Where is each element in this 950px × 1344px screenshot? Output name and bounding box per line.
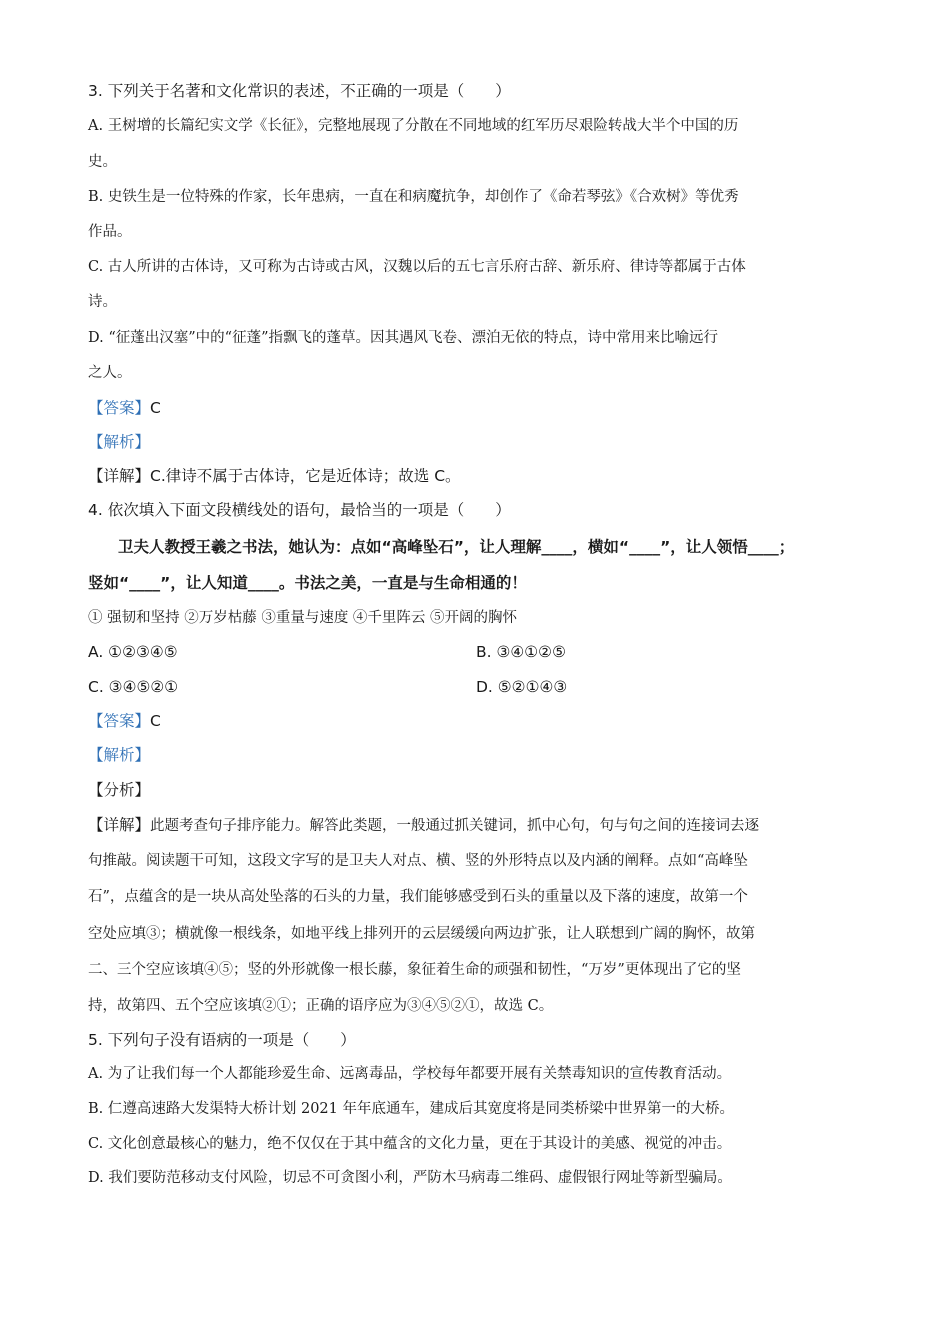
answer-value: C (150, 712, 161, 730)
q4-detail-line5: 二、三个空应该填④⑤；竖的外形就像一根长藤，象征着生命的顽强和韧性，“万岁”更体现出了它的坚 (88, 962, 741, 978)
q3-detail (88, 466, 868, 486)
detail-text: 此题考查句子排序能力。解答此类题，一般通过抓关键词，抓中心句，句与句之间的连接词去逐 (150, 818, 760, 834)
question-3-stem: 3. 下列关于名著和文化常识的表述，不正确的一项是（ ） (88, 82, 511, 100)
q3-option-b: B. 史铁生是一位特殊的作家，长年患病，一直在和病魔抗争，却创作了《命若琴弦》《合欢树》等优秀 (88, 189, 739, 205)
q3-option-d-cont: 之人。 (88, 365, 132, 381)
q4-items: ① 强韧和坚持 ②万岁枯藤 ③重量与速度 ④千里阵云 ⑤开阔的胸怀 (88, 610, 518, 626)
q3-analysis-label: 【解析】 (88, 433, 151, 451)
q4-detail-line6: 持，故第四、五个空应该填②①；正确的语序应为③④⑤②①，故选 C。 (88, 998, 554, 1014)
q5-option-c: C. 文化创意最核心的魅力，绝不仅仅在于其中蕴含的文化力量，更在于其设计的美感、视觉的冲击。 (88, 1136, 732, 1152)
q3-option-b-cont: 作品。 (88, 224, 132, 240)
question-4-stem: 4. 依次填入下面文段横线处的语句，最恰当的一项是（ ） (88, 501, 511, 519)
answer-label: 【答案】 (88, 399, 151, 417)
q4-detail-line2: 句推敲。阅读题干可知，这段文字写的是卫夫人对点、横、竖的外形特点以及内涵的阐释。点如“高峰坠 (88, 853, 748, 869)
answer-value: C (150, 399, 161, 417)
q3-option-a: A. 王树增的长篇纪实文学《长征》，完整地展现了分散在不同地域的红军历尽艰险转战大半个中国的历 (88, 118, 739, 134)
q4-answer (88, 711, 868, 731)
q4-option-b: B. ③④①②⑤ (476, 643, 566, 661)
detail-text: C.律诗不属于古体诗，它是近体诗；故选 C。 (150, 467, 461, 485)
detail-label: 【详解】 (88, 816, 151, 834)
q4-passage-line2: 竖如“____”，让人知道____。书法之美，一直是与生命相通的！ (88, 574, 527, 592)
q4-option-c: C. ③④⑤②① (88, 678, 179, 696)
q3-option-d: D. “征蓬出汉塞”中的“征蓬”指飘飞的蓬草。因其遇风飞卷、漂泊无依的特点，诗中常用来比喻远行 (88, 330, 718, 346)
q4-option-d: D. ⑤②①④③ (476, 678, 568, 696)
q3-option-c-cont: 诗。 (88, 294, 117, 310)
q4-detail-line4: 空处应填③；横就像一根线条，如地平线上排列开的云层缓缓向两边扩张，让人联想到广阔的胸怀，故第 (88, 926, 755, 942)
detail-label: 【详解】 (88, 467, 151, 485)
q5-option-b: B. 仁遵高速路大发渠特大桥计划 2021 年年底通车，建成后其宽度将是同类桥梁中世界第一的大桥。 (88, 1101, 734, 1117)
q3-option-a-cont: 史。 (88, 154, 117, 170)
q4-detail-line3: 石”，点蕴含的是一块从高处坠落的石头的力量，我们能够感受到石头的重量以及下落的速度，故第一个 (88, 889, 748, 905)
q5-option-a: A. 为了让我们每一个人都能珍爱生命、远离毒品，学校每年都要开展有关禁毒知识的宣传教育活动。 (88, 1066, 732, 1082)
q4-analysis-label: 【解析】 (88, 746, 151, 764)
answer-label: 【答案】 (88, 712, 151, 730)
q4-option-a: A. ①②③④⑤ (88, 643, 178, 661)
question-5-stem: 5. 下列句子没有语病的一项是（ ） (88, 1031, 356, 1049)
q3-option-c: C. 古人所讲的古体诗，又可称为古诗或古风，汉魏以后的五七言乐府古辞、新乐府、律诗等都属于古体 (88, 259, 746, 275)
q3-answer (88, 398, 868, 418)
q5-option-d: D. 我们要防范移动支付风险，切忌不可贪图小利，严防木马病毒二维码、虚假银行网址等新型骗局。 (88, 1170, 732, 1186)
q4-passage-line1: 卫夫人教授王羲之书法，她认为：点如“高峰坠石”，让人理解____，横如“____”，让人领悟____； (118, 538, 795, 556)
q4-fenxi-label: 【分析】 (88, 781, 151, 799)
q4-detail-line1 (88, 815, 868, 836)
